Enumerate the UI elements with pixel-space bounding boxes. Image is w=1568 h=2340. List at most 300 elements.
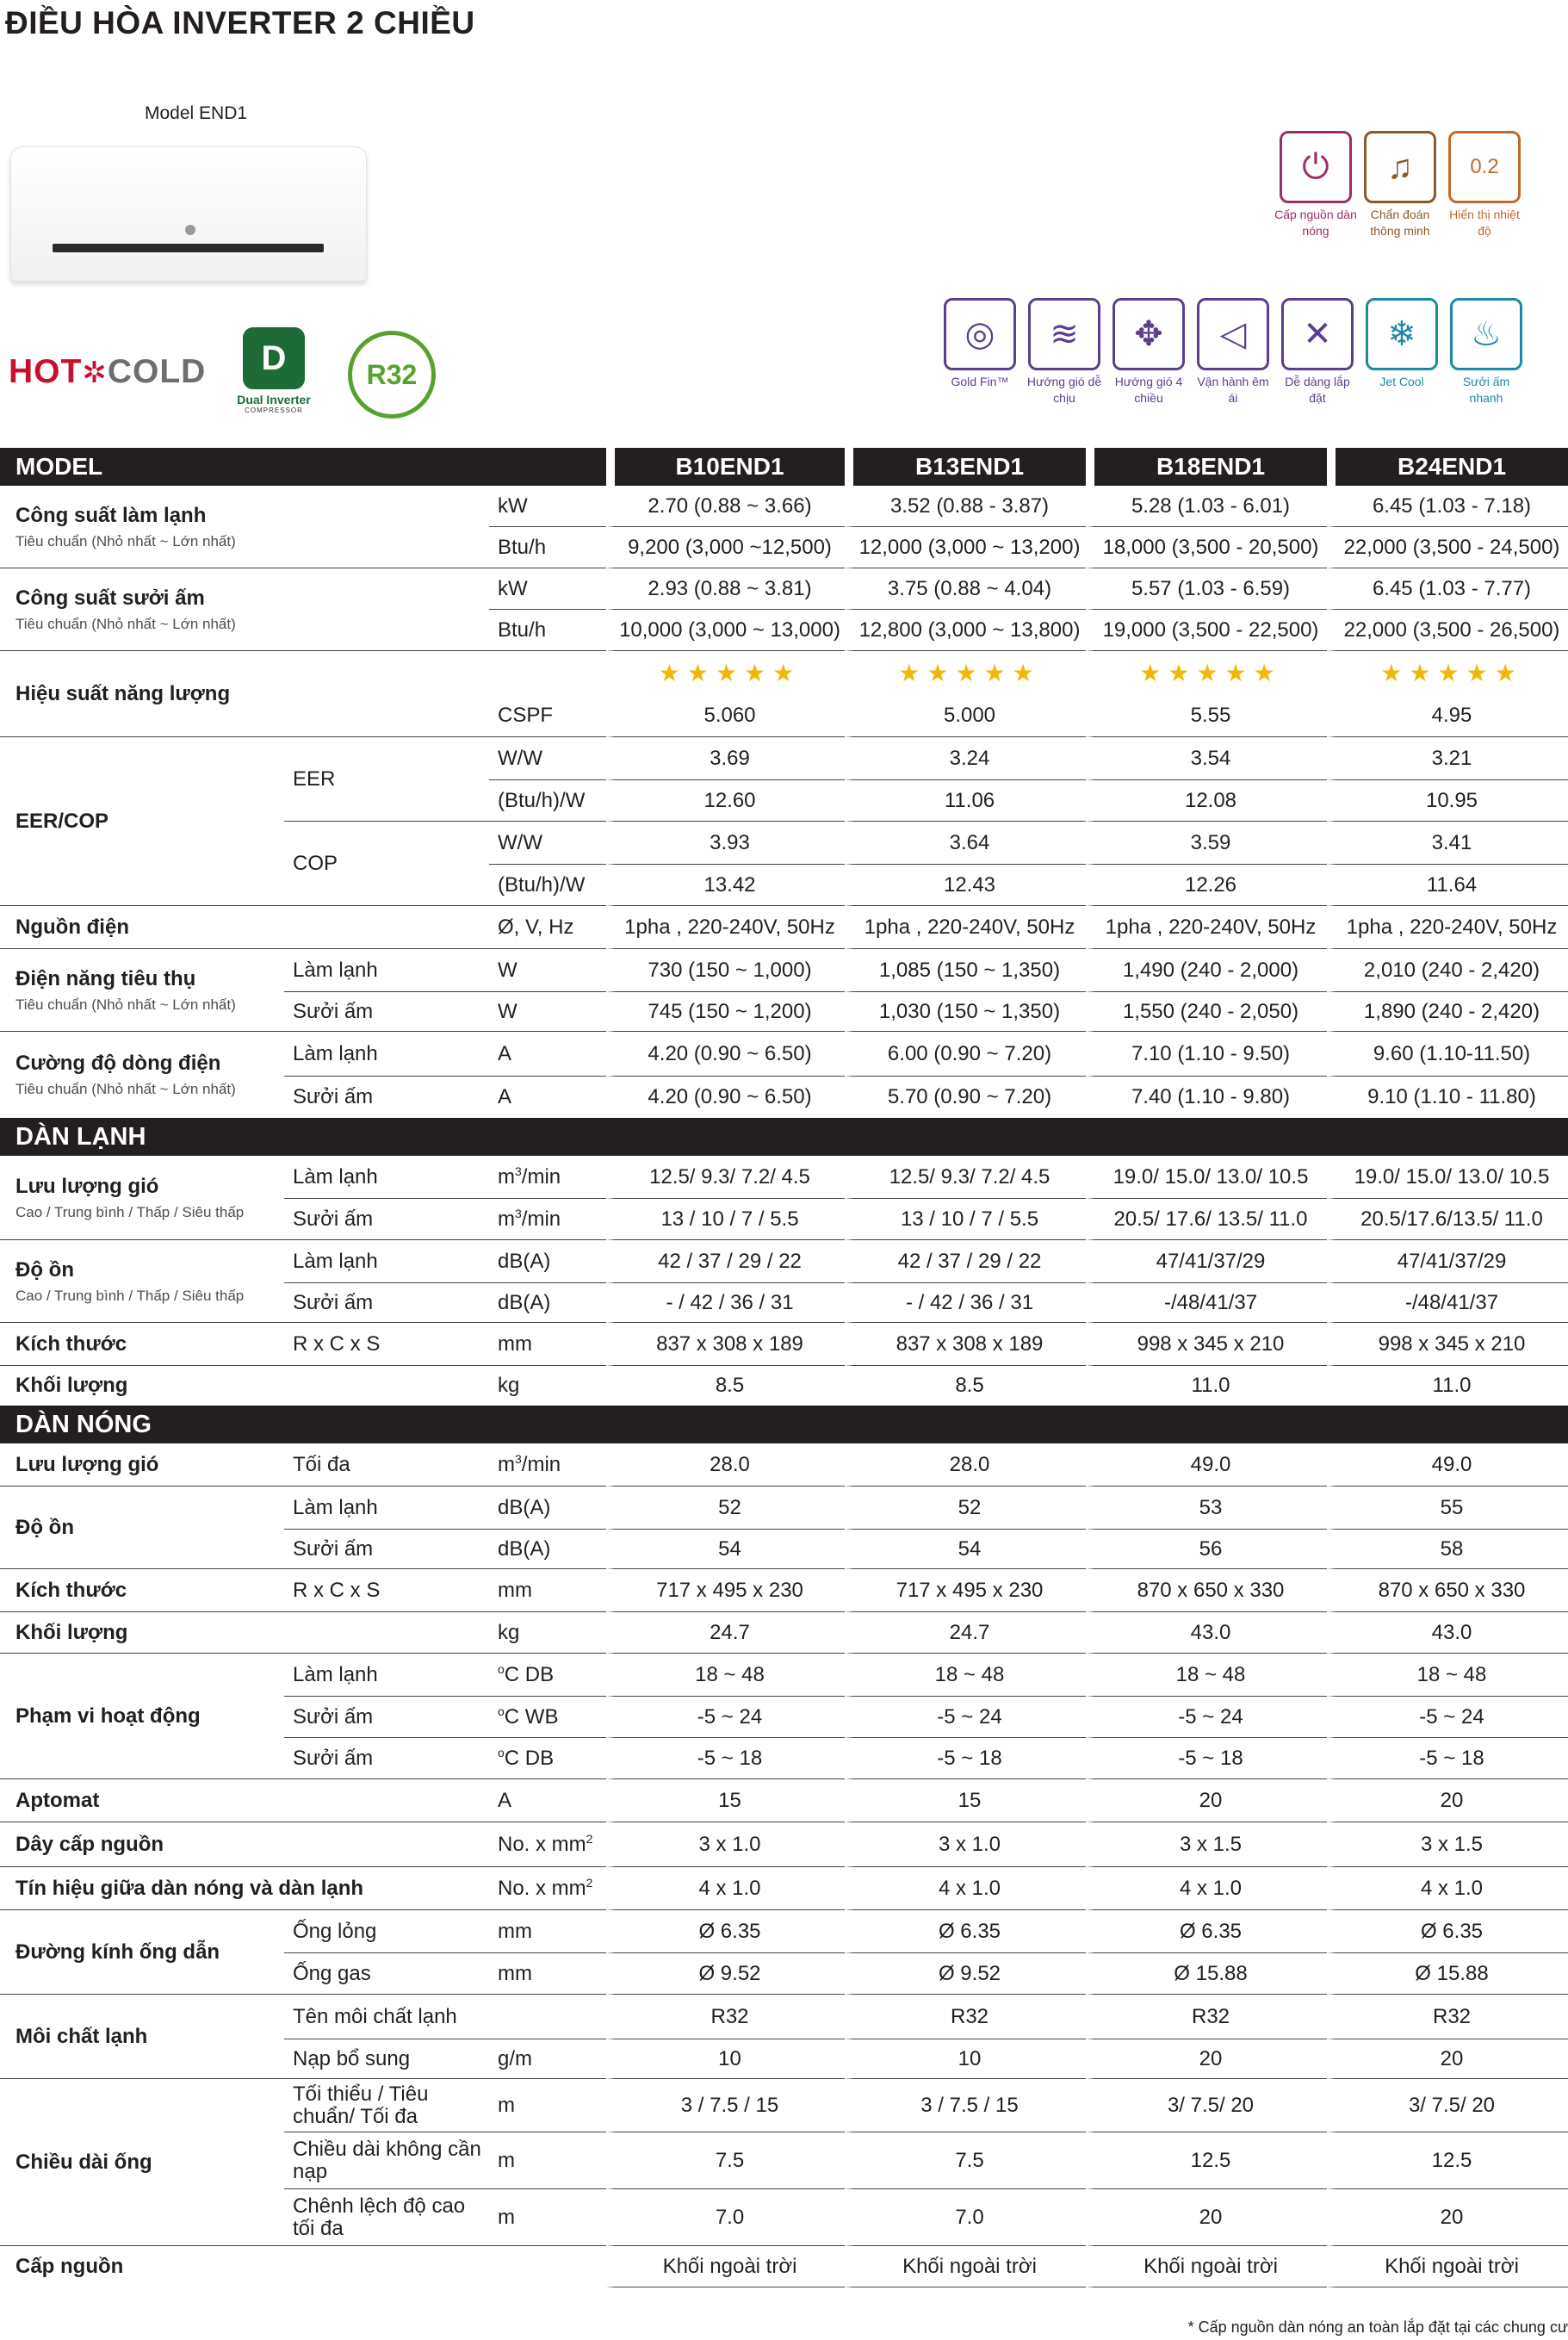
value-cell: 1,890 (240 - 2,420) [1327, 992, 1568, 1032]
value-cell: 3 / 7.5 / 15 [606, 2079, 845, 2132]
model-name: B13END1 [845, 448, 1086, 486]
table-row [0, 2246, 1568, 2287]
value-cell: 5.000 [845, 694, 1086, 737]
value-cell: 28.0 [606, 1443, 845, 1487]
value-cell: 870 x 650 x 330 [1327, 1569, 1568, 1612]
value-cell: 24.7 [606, 1612, 845, 1654]
unit: mm [489, 1910, 606, 1953]
unit: m [489, 2079, 606, 2132]
value-cell: 3.64 [845, 822, 1086, 865]
mode: Sưởi ấm [284, 1283, 489, 1323]
value-cell: 15 [606, 1779, 845, 1822]
mode: Làm lạnh [284, 1032, 489, 1077]
value-cell: 9,200 (3,000 ~12,500) [606, 527, 845, 568]
section-title: DÀN NÓNG [0, 1406, 1568, 1443]
value-cell: 7.40 (1.10 - 9.80) [1086, 1077, 1327, 1118]
value-cell: Ø 9.52 [845, 1953, 1086, 1995]
table-row [0, 2079, 1568, 2132]
spec-table [0, 448, 1568, 2287]
value-cell: 18 ~ 48 [1327, 1654, 1568, 1697]
feature-gold-fin [939, 298, 1021, 390]
feature-fast-heat [1445, 298, 1528, 407]
row-label: Khối lượng [0, 1612, 284, 1654]
value-cell: 53 [1086, 1487, 1327, 1530]
value-cell: Khối ngoài trời [606, 2246, 845, 2287]
value-cell: 1,085 (150 ~ 1,350) [845, 949, 1086, 992]
value-cell: 5.55 [1086, 694, 1327, 737]
brand-logo-icon [185, 225, 195, 235]
unit: CSPF [489, 694, 606, 737]
dual-inverter-icon: D [243, 327, 305, 389]
feature-label: Hướng gió dễ chịu [1026, 375, 1102, 405]
unit: W/W [489, 822, 606, 865]
cold-text: COLD [107, 353, 207, 390]
value-cell: Ø 15.88 [1086, 1953, 1327, 1995]
row-label: Công suất làm lạnh Tiêu chuẩn (Nhỏ nhất ~ Lớn nhất) [0, 486, 284, 568]
value-cell: 730 (150 ~ 1,000) [606, 949, 845, 992]
feature-diagnosis [1359, 131, 1441, 239]
unit: W [489, 949, 606, 992]
value-cell: 12.60 [606, 780, 845, 822]
mode: Tên môi chất lạnh [284, 1995, 489, 2039]
unit: kg [489, 1612, 606, 1654]
value-cell: 837 x 308 x 189 [845, 1323, 1086, 1366]
model-name: B18END1 [1086, 448, 1327, 486]
value-cell: 11.06 [845, 780, 1086, 822]
row-label: Môi chất lạnh [0, 1995, 284, 2079]
page-title: ĐIỀU HÒA INVERTER 2 CHIỀU [5, 5, 475, 40]
row-label: Kích thước [0, 1569, 284, 1612]
value-cell: 42 / 37 / 29 / 22 [845, 1240, 1086, 1283]
row-label: Cấp nguồn [15, 2255, 124, 2278]
value-cell: 54 [606, 1530, 845, 1569]
table-row [0, 1323, 1568, 1366]
unit: No. x $mm^2$ [489, 1867, 606, 1910]
unit: $m^3/\min$ [489, 1156, 606, 1199]
mode: Sưởi ấm [284, 1199, 489, 1240]
value-cell: 12,800 (3,000 ~ 13,800) [845, 610, 1086, 651]
model-header: MODEL [0, 448, 606, 486]
diagnosis-icon: ♫ [1364, 131, 1436, 203]
value-cell: 837 x 308 x 189 [606, 1323, 845, 1366]
section-indoor [0, 1118, 1568, 1156]
table-row [0, 1443, 1568, 1487]
row-label: Công suất sưởi ấm Tiêu chuẩn (Nhỏ nhất ~ Lớn nhất) [0, 568, 284, 651]
value-cell: 3 x 1.0 [606, 1822, 845, 1867]
star-rating-icon: ★★★★★ [658, 659, 802, 686]
mode: Tối đa [284, 1443, 489, 1487]
compressor-text: COMPRESSOR [245, 407, 303, 414]
unit: kW [489, 486, 606, 527]
gold-fin-icon: ◎ [944, 298, 1016, 370]
value-cell: Khối ngoài trời [1086, 2246, 1327, 2287]
four-way-air-icon: ✥ [1112, 298, 1185, 370]
energy-stars [845, 651, 1086, 694]
feature-easy-install [1276, 298, 1359, 407]
value-cell: -5 ~ 24 [1086, 1697, 1327, 1738]
mode: R x C x S [284, 1569, 489, 1612]
feature-label: Sưởi ấm nhanh [1462, 375, 1510, 405]
value-cell: 2,010 (240 - 2,420) [1327, 949, 1568, 992]
feature-quiet [1192, 298, 1274, 407]
jet-cool-icon: ❄ [1366, 298, 1438, 370]
value-cell: 18 ~ 48 [1086, 1654, 1327, 1697]
star-rating-icon: ★★★★★ [1139, 659, 1282, 686]
value-cell: 7.0 [845, 2189, 1086, 2246]
value-cell: 20.5/ 17.6/ 13.5/ 11.0 [1086, 1199, 1327, 1240]
value-cell: 5.28 (1.03 - 6.01) [1086, 486, 1327, 527]
value-cell: Khối ngoài trời [845, 2246, 1086, 2287]
value-cell: 47/41/37/29 [1086, 1240, 1327, 1283]
row-label: EER/COP [0, 737, 284, 906]
feature-label: Hiển thị nhiệt độ [1449, 208, 1520, 238]
table-row [0, 1569, 1568, 1612]
row-label: Cường độ dòng điện Tiêu chuẩn (Nhỏ nhất ~ Lớn nhất) [15, 1052, 236, 1097]
value-cell: 18 ~ 48 [845, 1654, 1086, 1697]
unit: W/W [489, 737, 606, 780]
value-cell: 20 [1086, 1779, 1327, 1822]
feature-comfort-air [1023, 298, 1106, 407]
value-cell: 3.52 (0.88 - 3.87) [845, 486, 1086, 527]
value-cell: 10.95 [1327, 780, 1568, 822]
value-cell: 998 x 345 x 210 [1327, 1323, 1568, 1366]
value-cell: 3 / 7.5 / 15 [845, 2079, 1086, 2132]
value-cell: 19.0/ 15.0/ 13.0/ 10.5 [1327, 1156, 1568, 1199]
value-cell: 47/41/37/29 [1327, 1240, 1568, 1283]
value-cell: 15 [845, 1779, 1086, 1822]
value-cell: 1pha , 220-240V, 50Hz [1086, 906, 1327, 949]
value-cell: 3/ 7.5/ 20 [1327, 2079, 1568, 2132]
value-cell: 20.5/17.6/13.5/ 11.0 [1327, 1199, 1568, 1240]
snowflake-icon: ✲ [82, 357, 108, 389]
mode: Sưởi ấm [284, 1697, 489, 1738]
unit [489, 1995, 606, 2039]
table-row [0, 486, 1568, 527]
hot-text: HOT [9, 353, 83, 390]
value-cell: 24.7 [845, 1612, 1086, 1654]
table-row [0, 1032, 1568, 1077]
value-cell: 18,000 (3,500 - 20,500) [1086, 527, 1327, 568]
unit: $^o$C WB [489, 1697, 606, 1738]
value-cell: -5 ~ 18 [845, 1738, 1086, 1779]
value-cell: 52 [845, 1487, 1086, 1530]
value-cell: 1,490 (240 - 2,000) [1086, 949, 1327, 992]
value-cell: 12,000 (3,000 ~ 13,200) [845, 527, 1086, 568]
value-cell: 3.93 [606, 822, 845, 865]
unit: A [498, 1085, 512, 1108]
energy-stars [1327, 651, 1568, 694]
energy-stars [606, 651, 845, 694]
unit: Btu/h [489, 527, 606, 568]
table-row [0, 949, 1568, 992]
table-row [0, 1822, 1568, 1867]
table-row [0, 1240, 1568, 1283]
value-cell: 52 [606, 1487, 845, 1530]
value-cell: 8.5 [845, 1366, 1086, 1406]
section-title: DÀN LẠNH [0, 1118, 1568, 1156]
value-cell: 2.70 (0.88 ~ 3.66) [606, 486, 845, 527]
value-cell: -/48/41/37 [1086, 1283, 1327, 1323]
table-row [0, 1779, 1568, 1822]
unit: mm [489, 1569, 606, 1612]
mode: Chiều dài không cần nạp [284, 2132, 489, 2189]
table-row [0, 1995, 1568, 2039]
value-cell: 49.0 [1327, 1443, 1568, 1487]
air-vent [53, 244, 324, 252]
value-cell: -5 ~ 24 [1327, 1697, 1568, 1738]
value-cell: 11.0 [1086, 1366, 1327, 1406]
row-label: Độ ồn Cao / Trung bình / Thấp / Siêu thấp [0, 1240, 284, 1323]
value-cell: 5.060 [606, 694, 845, 737]
feature-four-way-air [1107, 298, 1190, 407]
value-cell: 1pha , 220-240V, 50Hz [606, 906, 845, 949]
value-cell: 3.59 [1086, 822, 1327, 865]
table-row [0, 906, 1568, 949]
temperature-display-icon: 0.2 [1448, 131, 1521, 203]
row-label: Phạm vi hoạt động [0, 1654, 284, 1779]
unit: $m^3/\min$ [489, 1443, 606, 1487]
row-label: Hiệu suất năng lượng [0, 651, 284, 737]
value-cell: 22,000 (3,500 - 26,500) [1327, 610, 1568, 651]
feature-label: Gold Fin™ [951, 375, 1009, 388]
value-cell: Ø 15.88 [1327, 1953, 1568, 1995]
value-cell: 42 / 37 / 29 / 22 [606, 1240, 845, 1283]
value-cell: 20 [1327, 2189, 1568, 2246]
value-cell: 3.75 (0.88 ~ 4.04) [845, 568, 1086, 610]
unit: $^o$C DB [489, 1738, 606, 1779]
unit: W [489, 992, 606, 1032]
air-conditioner-image [10, 146, 367, 282]
value-cell: 43.0 [1086, 1612, 1327, 1654]
value-cell: 12.43 [845, 865, 1086, 906]
mode: Nạp bổ sung [284, 2039, 489, 2079]
value-cell: Ø 6.35 [845, 1910, 1086, 1953]
value-cell: 3.24 [845, 737, 1086, 780]
value-cell: 1pha , 220-240V, 50Hz [1327, 906, 1568, 949]
value-cell: 12.5/ 9.3/ 7.2/ 4.5 [845, 1156, 1086, 1199]
model-label: Model END1 [145, 103, 248, 123]
value-cell: 12.5/ 9.3/ 7.2/ 4.5 [606, 1156, 845, 1199]
value-cell: 4 x 1.0 [606, 1867, 845, 1910]
value-cell: Ø 6.35 [1327, 1910, 1568, 1953]
value-cell: Khối ngoài trời [1327, 2246, 1568, 2287]
unit: No. x $mm^2$ [489, 1822, 606, 1867]
row-label: Điện năng tiêu thụ Tiêu chuẩn (Nhỏ nhất ~ Lớn nhất) [0, 949, 284, 1032]
value-cell: 3 x 1.5 [1327, 1822, 1568, 1867]
value-cell: 9.60 (1.10-11.50) [1327, 1032, 1568, 1077]
unit: A [489, 1032, 606, 1077]
value-cell: 20 [1327, 2039, 1568, 2079]
value-cell: 3.41 [1327, 822, 1568, 865]
hot-cold-badge [9, 353, 206, 391]
value-cell: 10,000 (3,000 ~ 13,000) [606, 610, 845, 651]
eer-label: EER [284, 737, 489, 822]
unit: (Btu/h)/W [489, 865, 606, 906]
star-rating-icon: ★★★★★ [1380, 659, 1523, 686]
row-label: Khối lượng [15, 1374, 128, 1397]
feature-temperature-display [1443, 131, 1526, 239]
value-cell: 28.0 [845, 1443, 1086, 1487]
feature-label: Cấp nguồn dàn nóng [1274, 208, 1357, 238]
header-row [0, 448, 1568, 486]
mode: Sưởi ấm [284, 1738, 489, 1779]
value-cell: R32 [845, 1995, 1086, 2039]
feature-power-supply [1274, 131, 1357, 239]
value-cell: 4.95 [1327, 694, 1568, 737]
table-row [0, 1867, 1568, 1910]
table-row [0, 568, 1568, 610]
value-cell: 4 x 1.0 [1086, 1867, 1327, 1910]
table-row [0, 1910, 1568, 1953]
feature-label: Vận hành êm ái [1197, 375, 1269, 405]
value-cell: 6.45 (1.03 - 7.18) [1327, 486, 1568, 527]
value-cell: 717 x 495 x 230 [606, 1569, 845, 1612]
mode: Sưởi ấm [293, 1085, 374, 1108]
value-cell: 19,000 (3,500 - 22,500) [1086, 610, 1327, 651]
value-cell: -/48/41/37 [1327, 1283, 1568, 1323]
row-label: Lưu lượng gió Cao / Trung bình / Thấp / Siêu thấp [0, 1156, 284, 1240]
value-cell: 7.5 [606, 2132, 845, 2189]
value-cell: 870 x 650 x 330 [1086, 1569, 1327, 1612]
value-cell: 10 [606, 2039, 845, 2079]
feature-label: Hướng gió 4 chiều [1114, 375, 1183, 405]
mode: Chênh lệch độ cao tối đa [284, 2189, 489, 2246]
table-row [0, 1654, 1568, 1697]
fast-heat-icon: ♨ [1450, 298, 1522, 370]
unit: dB(A) [489, 1283, 606, 1323]
value-cell: 13 / 10 / 7 / 5.5 [606, 1199, 845, 1240]
value-cell: Ø 6.35 [1086, 1910, 1327, 1953]
unit: g/m [489, 2039, 606, 2079]
value-cell: 20 [1327, 1779, 1568, 1822]
unit: kg [498, 1374, 520, 1397]
unit: dB(A) [489, 1530, 606, 1569]
value-cell: - / 42 / 36 / 31 [606, 1283, 845, 1323]
value-cell: -5 ~ 18 [1327, 1738, 1568, 1779]
unit: $^o$C DB [489, 1654, 606, 1697]
unit: kW [489, 568, 606, 610]
unit: mm [489, 1953, 606, 1995]
row-label: Tín hiệu giữa dàn nóng và dàn lạnh [0, 1867, 489, 1910]
value-cell: 5.57 (1.03 - 6.59) [1086, 568, 1327, 610]
value-cell: 18 ~ 48 [606, 1654, 845, 1697]
feature-label: Jet Cool [1379, 375, 1424, 388]
value-cell: 1,030 (150 ~ 1,350) [845, 992, 1086, 1032]
model-name: B24END1 [1327, 448, 1568, 486]
value-cell: 745 (150 ~ 1,200) [606, 992, 845, 1032]
unit: dB(A) [489, 1487, 606, 1530]
row-label: Lưu lượng gió [0, 1443, 284, 1487]
mode: Ống gas [284, 1953, 489, 1995]
value-cell: 56 [1086, 1530, 1327, 1569]
table-row [0, 1156, 1568, 1199]
dual-inverter-badge [234, 327, 313, 414]
value-cell: R32 [1327, 1995, 1568, 2039]
value-cell: 43.0 [1327, 1612, 1568, 1654]
value-cell: 49.0 [1086, 1443, 1327, 1487]
value-cell: 10 [845, 2039, 1086, 2079]
mode: Tối thiểu / Tiêu chuẩn/ Tối đa [284, 2079, 489, 2132]
value-cell: R32 [1086, 1995, 1327, 2039]
unit: $m^3/\min$ [489, 1199, 606, 1240]
value-cell: 7.10 (1.10 - 9.50) [1086, 1032, 1327, 1077]
section-outdoor [0, 1406, 1568, 1443]
value-cell: 22,000 (3,500 - 24,500) [1327, 527, 1568, 568]
value-cell: 3.69 [606, 737, 845, 780]
value-cell: Ø 6.35 [606, 1910, 845, 1953]
value-cell: 58 [1327, 1530, 1568, 1569]
table-row [0, 1612, 1568, 1654]
value-cell: 717 x 495 x 230 [845, 1569, 1086, 1612]
feature-label: Chẩn đoán thông minh [1370, 208, 1430, 238]
value-cell: 11.64 [1327, 865, 1568, 906]
value-cell: 13 / 10 / 7 / 5.5 [845, 1199, 1086, 1240]
quiet-operation-icon: ◁ [1197, 298, 1269, 370]
easy-install-icon: ✕ [1281, 298, 1354, 370]
value-cell: 4.20 (0.90 ~ 6.50) [606, 1077, 845, 1118]
mode: Làm lạnh [284, 1156, 489, 1199]
unit: (Btu/h)/W [489, 780, 606, 822]
model-name: B10END1 [606, 448, 845, 486]
feature-jet-cool [1360, 298, 1443, 390]
r32-badge: R32 [348, 331, 436, 419]
mode: Làm lạnh [284, 1487, 489, 1530]
value-cell: 2.93 (0.88 ~ 3.81) [606, 568, 845, 610]
value-cell: 6.00 (0.90 ~ 7.20) [845, 1032, 1086, 1077]
value-cell: 4.20 (0.90 ~ 6.50) [606, 1032, 845, 1077]
value-cell: 4 x 1.0 [1327, 1867, 1568, 1910]
value-cell: 1pha , 220-240V, 50Hz [845, 906, 1086, 949]
value-cell: 8.5 [606, 1366, 845, 1406]
value-cell: 55 [1327, 1487, 1568, 1530]
value-cell: 3/ 7.5/ 20 [1086, 2079, 1327, 2132]
value-cell: 7.0 [606, 2189, 845, 2246]
power-plug-icon: ⏻ [1280, 131, 1352, 203]
mode: Sưởi ấm [284, 1530, 489, 1569]
mode: R x C x S [284, 1323, 489, 1366]
energy-stars [1086, 651, 1327, 694]
value-cell: 5.70 (0.90 ~ 7.20) [845, 1077, 1086, 1118]
row-label: Nguồn điện [0, 906, 284, 949]
value-cell: 20 [1086, 2039, 1327, 2079]
value-cell: - / 42 / 36 / 31 [845, 1283, 1086, 1323]
mode: Làm lạnh [284, 949, 489, 992]
mode: Sưởi ấm [284, 992, 489, 1032]
value-cell: R32 [606, 1995, 845, 2039]
unit: m [489, 2189, 606, 2246]
table-row [0, 1487, 1568, 1530]
row-label: Aptomat [0, 1779, 284, 1822]
value-cell: 13.42 [606, 865, 845, 906]
value-cell: 11.0 [1327, 1366, 1568, 1406]
value-cell: 3.54 [1086, 737, 1327, 780]
value-cell: 998 x 345 x 210 [1086, 1323, 1327, 1366]
unit: m [489, 2132, 606, 2189]
row-label: Chiều dài ống [0, 2079, 284, 2246]
value-cell: -5 ~ 18 [606, 1738, 845, 1779]
value-cell: Ø 9.52 [606, 1953, 845, 1995]
unit: mm [489, 1323, 606, 1366]
value-cell: 19.0/ 15.0/ 13.0/ 10.5 [1086, 1156, 1327, 1199]
value-cell: -5 ~ 18 [1086, 1738, 1327, 1779]
mode: Làm lạnh [284, 1654, 489, 1697]
unit: A [489, 1779, 606, 1822]
value-cell: 1,550 (240 - 2,050) [1086, 992, 1327, 1032]
mode: Ống lỏng [284, 1910, 489, 1953]
value-cell: 3 x 1.0 [845, 1822, 1086, 1867]
footnote: * Cấp nguồn dàn nóng an toàn lắp đặt tại các chung cư [1187, 2318, 1568, 2336]
value-cell: -5 ~ 24 [845, 1697, 1086, 1738]
